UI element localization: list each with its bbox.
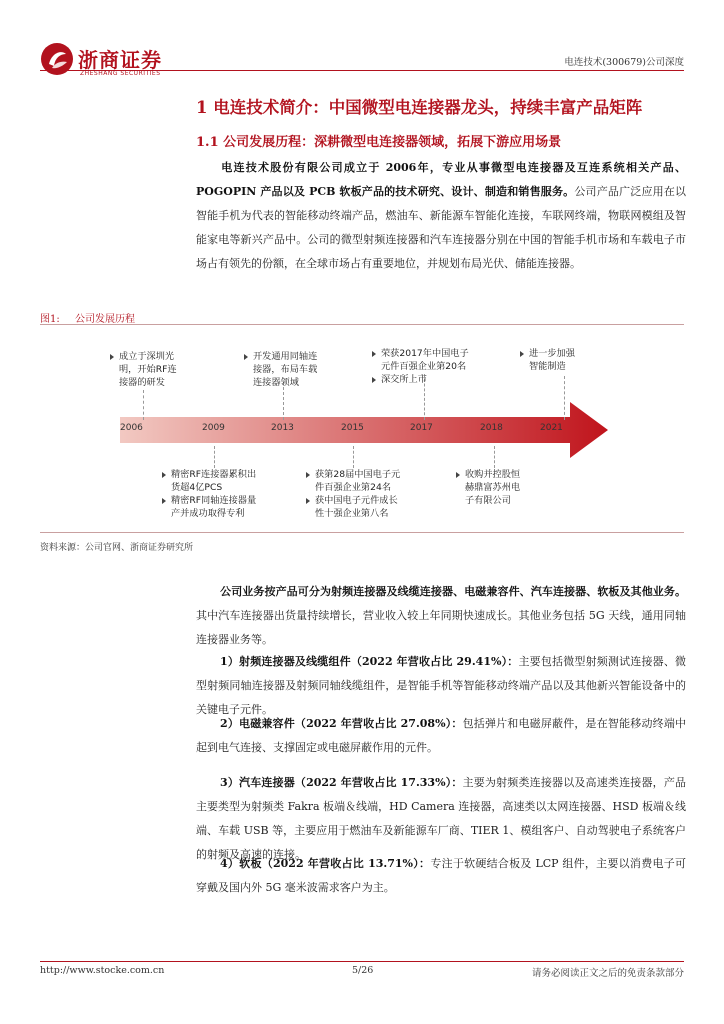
timeline-event-2009 [162, 468, 256, 520]
company-logo [40, 42, 160, 82]
event-line: 接器，布局车载 [253, 364, 318, 375]
item-bold-text: 2）电磁兼容件（2022 年营收占比 27.08%）： [220, 717, 463, 730]
section-title: 1 电连技术简介：中国微型电连接器龙头，持续丰富产品矩阵 [196, 98, 643, 117]
timeline-year: 2006 [120, 423, 143, 433]
subsection-title: 1.1 公司发展历程：深耕微型电连接器领域，拓展下游应用场景 [196, 135, 562, 150]
timeline-event-2006 [110, 350, 177, 389]
event-line: 获中国电子元件成长 [306, 494, 400, 507]
item-bold-text: 3）汽车连接器（2022 年营收占比 17.33%）： [220, 776, 463, 789]
event-line: 荣获2017年中国电子 [372, 347, 469, 360]
event-line: 精密RF连接器累积出 [162, 468, 256, 481]
event-line: 明，开始RF连 [119, 364, 177, 375]
figure-bottom-rule [40, 532, 684, 533]
item-paragraph-fpc [196, 852, 686, 900]
timeline-stem [494, 446, 495, 468]
event-line: 深交所上市 [372, 373, 469, 386]
timeline-stem [564, 376, 565, 420]
event-line: 进一步加强 [520, 347, 575, 360]
figure-top-rule [40, 324, 684, 325]
logo-text-en: ZHESHANG SECURITIES [80, 70, 161, 77]
event-line: 性十强企业第八名 [315, 508, 389, 519]
timeline-event-2013 [244, 350, 317, 389]
item-bold-text: 1）射频连接器及线缆组件（2022 年营收占比 29.41%）： [220, 655, 519, 668]
event-line: 收购并控股恒 [456, 468, 520, 481]
item-text: 主要包括微型射频测试连接器、微型射频同轴连接器及射频同轴线缆组件，是智能手机等智能移动终端产品以及其他新兴智能设备中的关键电子元件。 [196, 655, 687, 716]
timeline-year: 2021 [540, 423, 563, 433]
item-text: 包括弹片和电磁屏蔽件，是在智能移动终端中起到电气连接、支撑固定或电磁屏蔽作用的元件。 [196, 717, 687, 754]
intro-paragraph [196, 156, 686, 276]
footer-url-link[interactable]: http://www.stocke.com.cn [40, 965, 165, 976]
page-number: 5/26 [352, 965, 374, 976]
business-paragraph [196, 580, 686, 652]
timeline-event-2017 [372, 347, 469, 386]
timeline-year: 2015 [341, 423, 364, 433]
timeline-event-2021 [520, 347, 575, 373]
item-text: 专注于软硬结合板及 LCP 组件，主要以消费电子可穿戴及国内外 5G 毫米波需求客户为主。 [196, 857, 686, 894]
event-line: 获第28届中国电子元 [306, 468, 400, 481]
footer-disclaimer: 请务必阅读正文之后的免责条款部分 [531, 968, 684, 979]
timeline-year: 2009 [202, 423, 225, 433]
timeline-year: 2013 [271, 423, 294, 433]
timeline-event-2018 [456, 468, 520, 507]
logo-text-cn: 浙商证券 [78, 48, 162, 72]
event-line: 开发通用同轴连 [244, 350, 317, 363]
source-note: 资料来源：公司官网、浙商证券研究所 [40, 543, 194, 553]
figure-label: 图1: [40, 314, 60, 325]
item-paragraph-emc [196, 712, 686, 760]
timeline-event-2015 [306, 468, 400, 520]
timeline-year: 2017 [410, 423, 433, 433]
business-text: 其中汽车连接器出货量持续增长，营业收入较上年同期快速成长。其他业务包括 5G 天线，通用同轴连接器业务等。 [196, 609, 686, 646]
timeline-stem [143, 390, 144, 420]
footer-divider [40, 961, 684, 962]
item-text: 主要为射频类连接器以及高速类连接器，产品主要类型为射频类 Fakra 板端＆线端，HD Camera 连接器，高速类以太网连接器、HSD 板端＆线端、车载 USB 等，主要应用于燃油车及新能源车厂商、TIER 1、模组客户、自动驾驶电子系统客户的射频及高速的连接。 [196, 776, 687, 861]
business-bold-text: 公司业务按产品可分为射频连接器及线缆连接器、电磁兼容件、汽车连接器、软板及其他业务。 [220, 585, 686, 598]
timeline-stem [353, 446, 354, 468]
event-line: 连接器领域 [253, 377, 299, 388]
event-line: 子有限公司 [465, 495, 511, 506]
timeline-year: 2018 [480, 423, 503, 433]
event-line: 成立于深圳光 [110, 350, 177, 363]
intro-text: 公司产品广泛应用在以智能手机为代表的智能移动终端产品，燃油车、新能源车智能化连接，车联网终端，物联网模组及智能家电等新兴产品中。公司的微型射频连接器和汽车连接器分别在中国的智能手机市场和车载电子市场占有领先的份额，在全球市场占有重要地位，并规划布局光伏、储能连接器。 [196, 185, 686, 270]
figure-caption: 公司发展历程 [75, 314, 135, 325]
event-line: 产并成功取得专利 [171, 508, 245, 519]
report-tag: 电连技术(300679)公司深度 [564, 57, 684, 68]
timeline-arrow-shape [120, 402, 608, 458]
event-line: 精密RF同轴连接器量 [162, 494, 256, 507]
event-line: 元件百强企业第20名 [381, 361, 467, 372]
item-bold-text: 4）软板（2022 年营收占比 13.71%）： [220, 857, 431, 870]
event-line: 接器的研发 [119, 377, 165, 388]
header-divider [40, 70, 684, 71]
event-line: 件百强企业第24名 [315, 482, 392, 493]
event-line: 智能制造 [529, 361, 566, 372]
timeline-stem [214, 446, 215, 468]
intro-bold-text: 电连技术股份有限公司成立于 2006年，专业从事微型电连接器及互连系统相关产品、POGOPIN 产品以及 PCB 软板产品的技术研究、设计、制造和销售服务。 [196, 161, 686, 198]
event-line: 赫鼎富苏州电 [465, 482, 521, 493]
event-line: 货超4亿PCS [171, 482, 223, 493]
